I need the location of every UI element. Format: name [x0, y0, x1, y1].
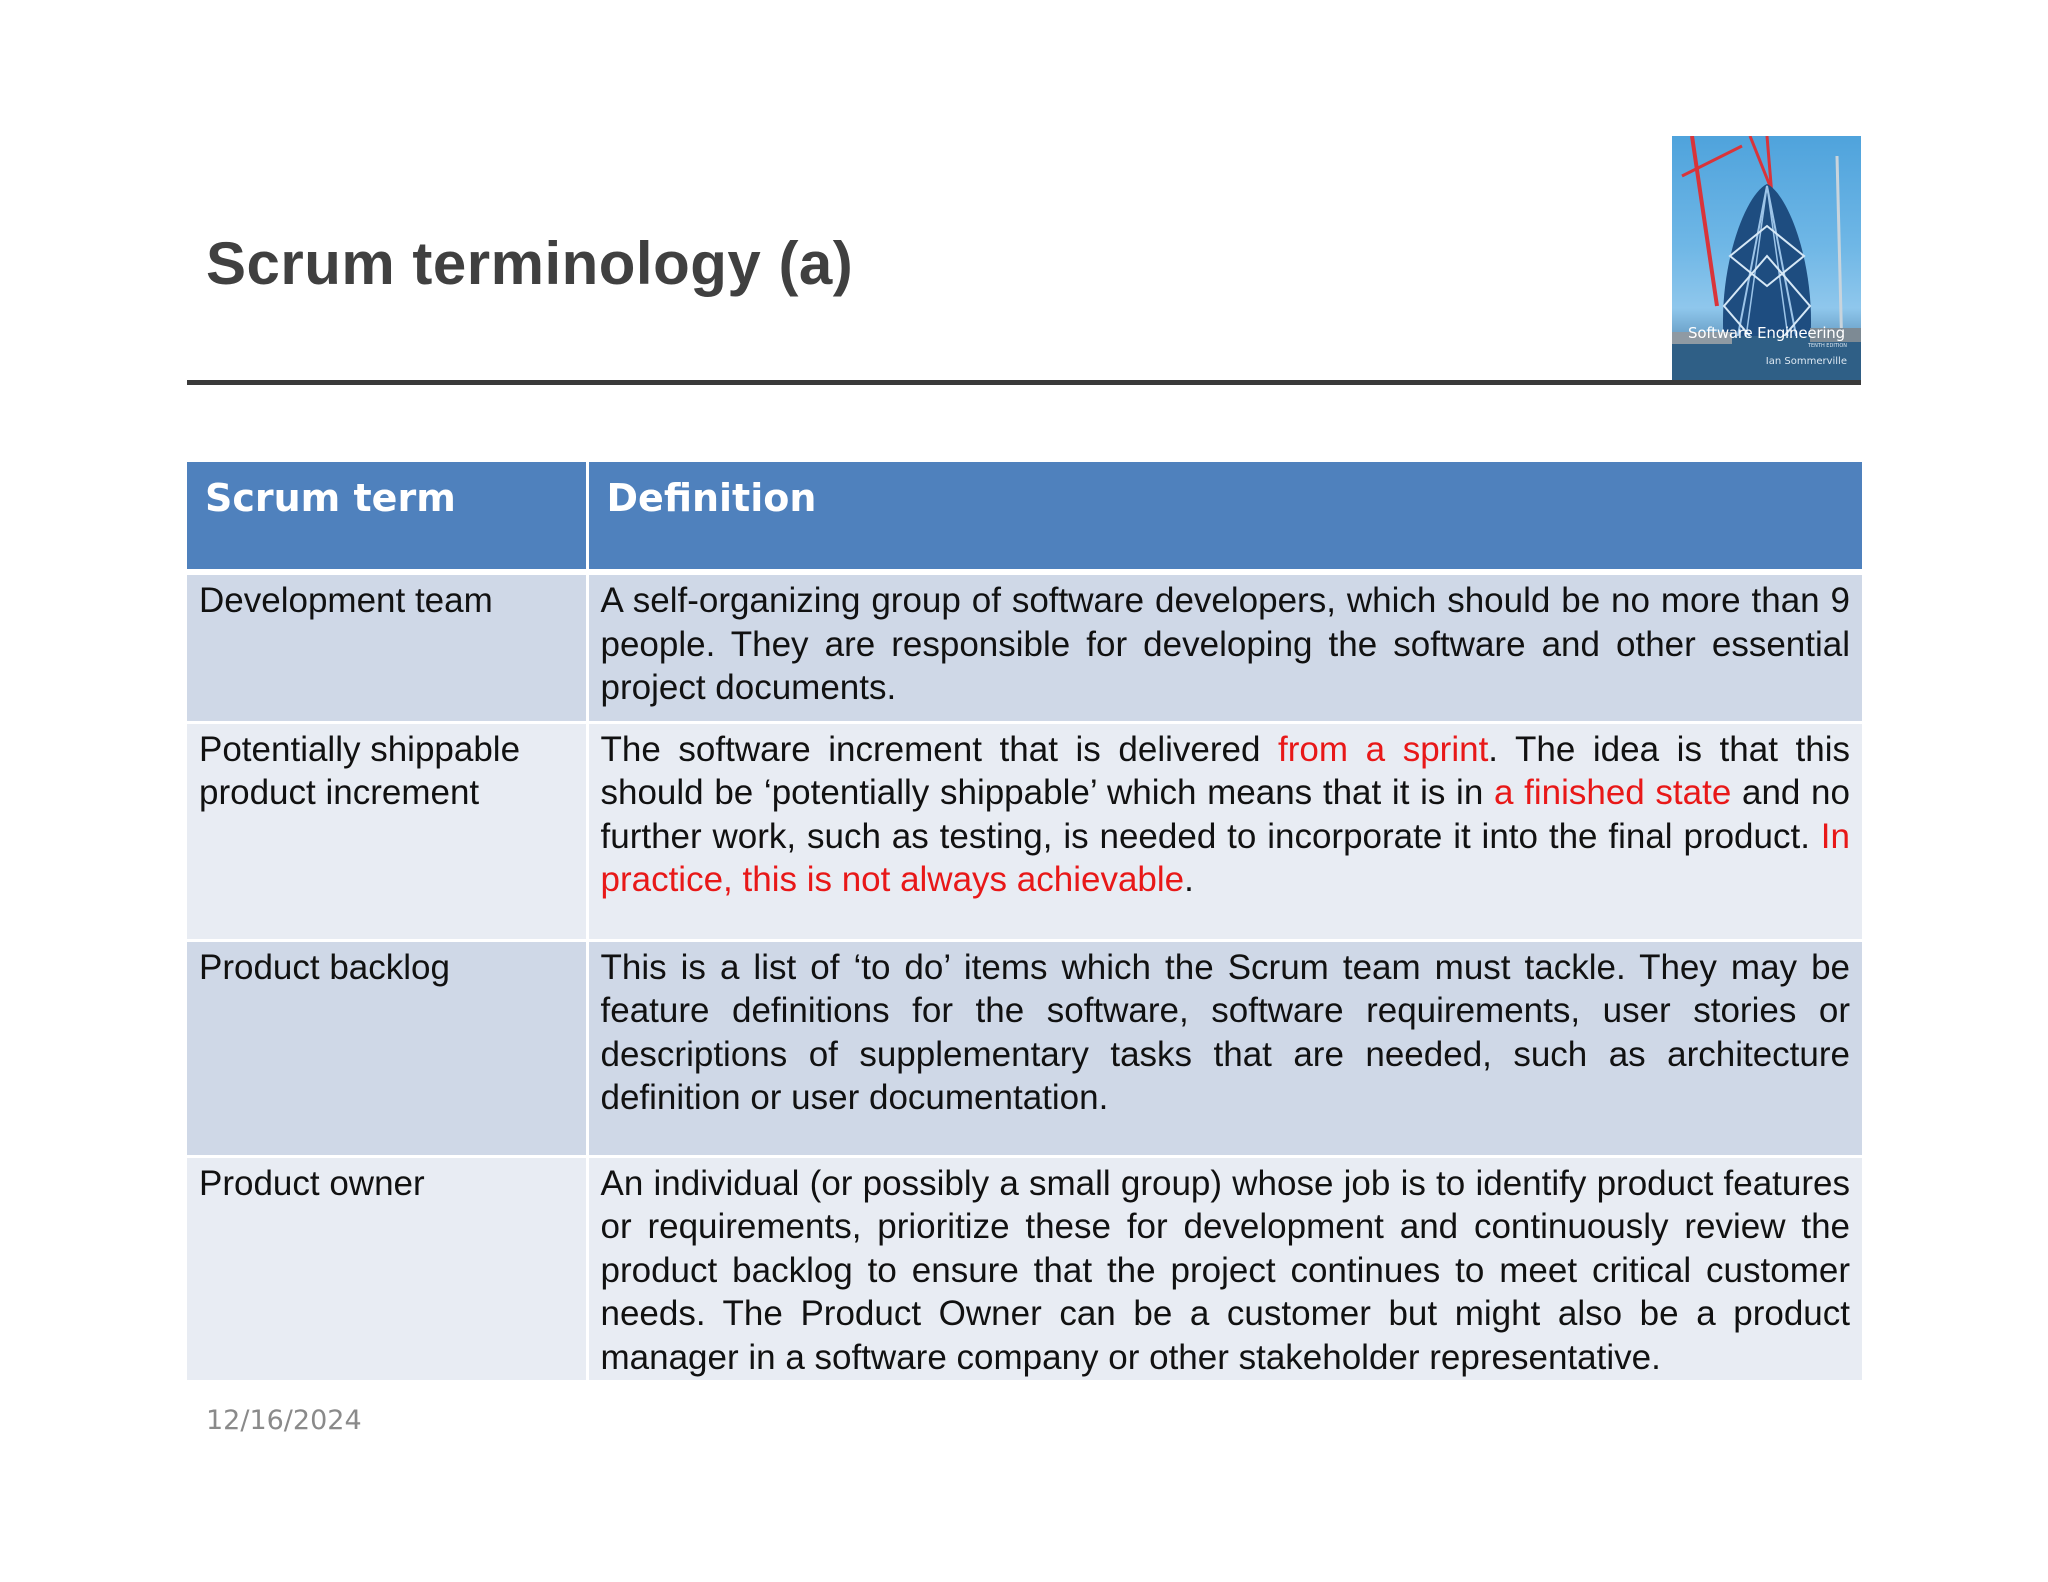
cover-author: Ian Sommerville: [1765, 356, 1847, 367]
term-cell: Product backlog: [187, 940, 587, 1156]
definition-text: and no further work, such as testing, is needed to incorporate it into the final product.: [600, 773, 1850, 856]
term-cell: Product owner: [187, 1156, 587, 1381]
cover-title: Software Engineering: [1688, 324, 1845, 342]
table-row: [187, 940, 1862, 1156]
highlighted-text: In practice, this is not always achievable: [600, 816, 1850, 899]
definition-cell: This is a list of ‘to do’ items which the Scrum team must tackle. They may be feature definitions for the software, software requirements, user stories or descriptions of supplementary tasks that are needed, such as architecture definition or user documentation.: [587, 940, 1862, 1156]
definition-cell: An individual (or possibly a small group) whose job is to identify product features or requirements, prioritize these for development and continuously review the product backlog to ensure that the project continues to meet critical customer needs. The Product Owner can be a customer but might also be a product manager in a software company or other stakeholder representative.: [587, 1156, 1862, 1381]
highlighted-text: a finished state: [1493, 773, 1732, 812]
definition-text: The software increment that is delivered: [600, 729, 1279, 769]
slide-title: Scrum terminology (a): [206, 230, 854, 297]
header-scrum-term: Scrum term: [187, 462, 587, 572]
definition-text: . The idea is that this should be ‘potentially shippable’ which means that it is in: [600, 729, 1850, 812]
cover-edition: TENTH EDITION: [1807, 343, 1847, 349]
book-cover-image: [1672, 136, 1861, 382]
scrum-terms-table: [187, 462, 1862, 1383]
table-row: [187, 1156, 1862, 1381]
term-cell: Development team: [187, 572, 587, 722]
term-cell: Potentially shippable product increment: [187, 722, 587, 940]
header-definition: Definition: [587, 462, 1862, 572]
title-divider: [187, 380, 1861, 385]
definition-text: .: [1184, 860, 1194, 899]
highlighted-text: from a sprint: [1278, 729, 1489, 769]
table-header-row: [187, 462, 1862, 572]
definition-cell: [587, 722, 1862, 940]
table-row: [187, 572, 1862, 722]
definition-cell: A self-organizing group of software developers, which should be no more than 9 people. They are responsible for developing the software and other essential project documents.: [587, 572, 1862, 722]
slide-date: 12/16/2024: [206, 1405, 362, 1436]
table-row: [187, 722, 1862, 940]
